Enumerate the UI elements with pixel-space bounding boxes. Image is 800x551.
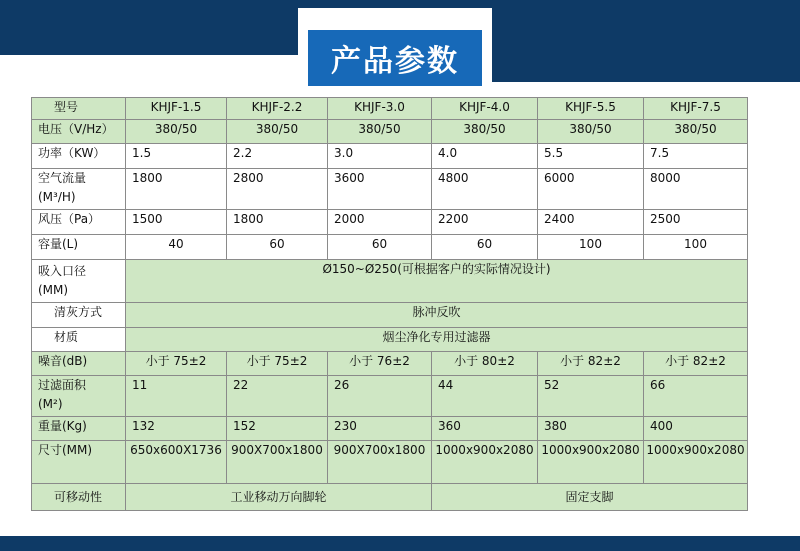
model-cell: KHJF-3.0 bbox=[328, 98, 432, 120]
filter-area-label-line1: 过滤面积 bbox=[38, 378, 87, 392]
model-cell: KHJF-7.5 bbox=[644, 98, 748, 120]
power-cell: 1.5 bbox=[126, 144, 227, 169]
table-row bbox=[32, 144, 748, 169]
table-row bbox=[32, 441, 748, 484]
capacity-cell: 40 bbox=[126, 235, 227, 260]
row-label-mobility: 可移动性 bbox=[32, 484, 126, 511]
mobility-casters: 工业移动万向脚轮 bbox=[126, 484, 432, 511]
filter-area-cell: 11 bbox=[126, 376, 227, 417]
row-label-weight: 重量(Kg) bbox=[32, 417, 126, 441]
capacity-cell: 100 bbox=[538, 235, 644, 260]
voltage-cell: 380/50 bbox=[227, 120, 328, 144]
table-row bbox=[32, 120, 748, 144]
spec-table bbox=[31, 97, 748, 511]
pressure-cell: 2200 bbox=[432, 210, 538, 235]
spec-table-wrapper bbox=[31, 97, 747, 511]
power-cell: 7.5 bbox=[644, 144, 748, 169]
size-cell: 900X700x1800 bbox=[328, 441, 432, 484]
table-row bbox=[32, 235, 748, 260]
suction-label-line1: 吸入口径 bbox=[38, 264, 87, 278]
header-banner-right bbox=[492, 30, 800, 82]
voltage-cell: 380/50 bbox=[126, 120, 227, 144]
size-cell: 650x600X1736 bbox=[126, 441, 227, 484]
cleaning-value: 脉冲反吹 bbox=[126, 303, 748, 328]
row-label-filter-area bbox=[32, 376, 126, 417]
row-label-model: 型号 bbox=[32, 98, 126, 120]
row-label-suction bbox=[32, 260, 126, 303]
pressure-cell: 2500 bbox=[644, 210, 748, 235]
weight-cell: 152 bbox=[227, 417, 328, 441]
mobility-fixed: 固定支脚 bbox=[432, 484, 748, 511]
filter-area-label-line2: (M²) bbox=[38, 397, 63, 411]
header-banner-left bbox=[0, 30, 298, 55]
table-row bbox=[32, 328, 748, 352]
airflow-label-line2: (M³/H) bbox=[38, 190, 76, 204]
noise-cell: 小于 82±2 bbox=[538, 352, 644, 376]
table-row bbox=[32, 417, 748, 441]
row-label-pressure: 风压（Pa） bbox=[32, 210, 126, 235]
power-cell: 5.5 bbox=[538, 144, 644, 169]
footer-bar bbox=[0, 536, 800, 551]
airflow-cell: 3600 bbox=[328, 169, 432, 210]
capacity-cell: 60 bbox=[328, 235, 432, 260]
table-row bbox=[32, 484, 748, 511]
airflow-cell: 6000 bbox=[538, 169, 644, 210]
row-label-size: 尺寸(MM) bbox=[32, 441, 126, 484]
row-label-voltage: 电压（V/Hz） bbox=[32, 120, 126, 144]
size-cell: 900X700x1800 bbox=[227, 441, 328, 484]
voltage-cell: 380/50 bbox=[538, 120, 644, 144]
voltage-cell: 380/50 bbox=[644, 120, 748, 144]
airflow-cell: 8000 bbox=[644, 169, 748, 210]
model-cell: KHJF-5.5 bbox=[538, 98, 644, 120]
airflow-cell: 4800 bbox=[432, 169, 538, 210]
power-cell: 4.0 bbox=[432, 144, 538, 169]
noise-cell: 小于 75±2 bbox=[227, 352, 328, 376]
pressure-cell: 1800 bbox=[227, 210, 328, 235]
capacity-cell: 60 bbox=[432, 235, 538, 260]
weight-cell: 360 bbox=[432, 417, 538, 441]
model-cell: KHJF-2.2 bbox=[227, 98, 328, 120]
table-row bbox=[32, 376, 748, 417]
filter-area-cell: 44 bbox=[432, 376, 538, 417]
pressure-cell: 1500 bbox=[126, 210, 227, 235]
table-row bbox=[32, 303, 748, 328]
model-cell: KHJF-4.0 bbox=[432, 98, 538, 120]
model-cell: KHJF-1.5 bbox=[126, 98, 227, 120]
capacity-cell: 100 bbox=[644, 235, 748, 260]
page-title: 产品参数 bbox=[308, 30, 482, 86]
airflow-cell: 1800 bbox=[126, 169, 227, 210]
weight-cell: 380 bbox=[538, 417, 644, 441]
power-cell: 2.2 bbox=[227, 144, 328, 169]
row-label-noise: 噪音(dB) bbox=[32, 352, 126, 376]
row-label-cleaning: 清灰方式 bbox=[32, 303, 126, 328]
table-row bbox=[32, 169, 748, 210]
filter-area-cell: 66 bbox=[644, 376, 748, 417]
airflow-label-line1: 空气流量 bbox=[38, 171, 87, 185]
weight-cell: 400 bbox=[644, 417, 748, 441]
airflow-cell: 2800 bbox=[227, 169, 328, 210]
table-row bbox=[32, 98, 748, 120]
title-frame bbox=[298, 8, 492, 86]
size-cell: 1000x900x2080 bbox=[432, 441, 538, 484]
voltage-cell: 380/50 bbox=[432, 120, 538, 144]
row-label-capacity: 容量(L) bbox=[32, 235, 126, 260]
row-label-airflow bbox=[32, 169, 126, 210]
weight-cell: 230 bbox=[328, 417, 432, 441]
table-row bbox=[32, 260, 748, 303]
noise-cell: 小于 75±2 bbox=[126, 352, 227, 376]
size-cell: 1000x900x2080 bbox=[538, 441, 644, 484]
pressure-cell: 2400 bbox=[538, 210, 644, 235]
weight-cell: 132 bbox=[126, 417, 227, 441]
filter-area-cell: 22 bbox=[227, 376, 328, 417]
row-label-power: 功率（KW） bbox=[32, 144, 126, 169]
suction-value: Ø150~Ø250(可根据客户的实际情况设计) bbox=[126, 260, 748, 303]
filter-area-cell: 26 bbox=[328, 376, 432, 417]
suction-label-line2: (MM) bbox=[38, 283, 69, 297]
noise-cell: 小于 82±2 bbox=[644, 352, 748, 376]
pressure-cell: 2000 bbox=[328, 210, 432, 235]
filter-area-cell: 52 bbox=[538, 376, 644, 417]
size-cell: 1000x900x2080 bbox=[644, 441, 748, 484]
power-cell: 3.0 bbox=[328, 144, 432, 169]
noise-cell: 小于 80±2 bbox=[432, 352, 538, 376]
capacity-cell: 60 bbox=[227, 235, 328, 260]
material-value: 烟尘净化专用过滤器 bbox=[126, 328, 748, 352]
row-label-material: 材质 bbox=[32, 328, 126, 352]
noise-cell: 小于 76±2 bbox=[328, 352, 432, 376]
voltage-cell: 380/50 bbox=[328, 120, 432, 144]
table-row bbox=[32, 210, 748, 235]
table-row bbox=[32, 352, 748, 376]
